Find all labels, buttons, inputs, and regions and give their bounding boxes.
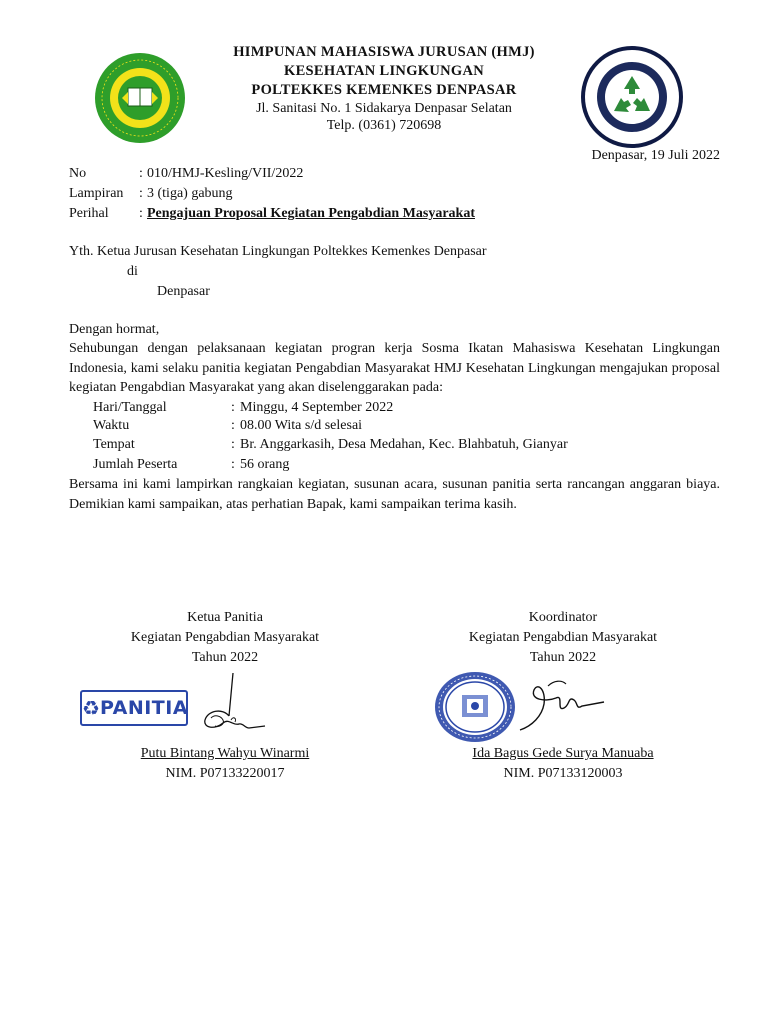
addressee-line1: Yth. Ketua Jurusan Kesehatan Lingkungan Poltekkes Kemenkes Denpasar [69,244,487,259]
meta-colon: : [139,206,143,221]
signer-year: Tahun 2022 [529,650,597,665]
round-seal-stamp-icon [434,671,516,743]
ministry-health-emblem-icon [94,52,186,144]
detail-colon: : [231,437,235,452]
paragraph-1: Sehubungan dengan pelaksanaan kegiatan progran kerja Sosma Ikatan Mahasiswa Kesehatan Lingkungan Indonesia, kami selaku panitia kegiatan Pengabdian Masyarakat HMJ Kesehatan Lingkungan mengajukan proposal kegiatan Pengabdian Masyarakat yang akan diselenggarakan pada: [69,341,720,395]
detail-colon: : [231,457,235,472]
meta-perihal-label: Perihal [69,206,109,221]
meta-colon: : [139,186,143,201]
addressee-line2: di [127,264,138,279]
meta-no-value: 010/HMJ-Kesling/VII/2022 [147,166,304,181]
addressee-line3: Denpasar [157,284,210,299]
letterhead [200,43,568,134]
letter-date: Denpasar, 19 Juli 2022 [591,148,720,163]
signer-nim: NIM. P07133220017 [165,766,285,781]
detail-value: 08.00 Wita s/d selesai [240,418,363,433]
meta-perihal-value: Pengajuan Proposal Kegiatan Pengabdian Masyarakat [147,206,475,221]
detail-label: Waktu [93,418,130,433]
meta-lampiran-label: Lampiran [69,186,124,201]
detail-value: Br. Anggarkasih, Desa Medahan, Kec. Blahbatuh, Gianyar [240,437,568,452]
org-phone: Telp. (0361) 720698 [326,118,442,133]
detail-label: Jumlah Peserta [93,457,178,472]
signer-role: Ketua Panitia [187,610,263,625]
org-address: Jl. Sanitasi No. 1 Sidakarya Denpasar Selatan [256,101,512,116]
recycle-icon: ♻ [82,696,100,720]
signer-event: Kegiatan Pengabdian Masyarakat [130,630,320,645]
signer-year: Tahun 2022 [191,650,259,665]
detail-label: Tempat [93,437,135,452]
paragraph-2: Bersama ini kami lampirkan rangkaian kegiatan, susunan acara, susunan panitia serta rancangan anggaran biaya. Demikian kami sampaikan, atas perhatian Bapak, kami sampaikan terima kasih. [69,477,720,512]
org-name-line3: POLTEKKES KEMENKES DENPASAR [251,82,517,98]
signer-event: Kegiatan Pengabdian Masyarakat [468,630,658,645]
signer-right-details [398,744,728,784]
signature-right [512,672,612,736]
signature-block-left [60,608,390,668]
detail-value: 56 orang [240,457,290,472]
signer-left-details [60,744,390,784]
meta-no-label: No [69,166,87,181]
org-name-line2: KESEHATAN LINGKUNGAN [283,63,485,79]
detail-value: Minggu, 4 September 2022 [240,400,394,415]
signature-block-right [398,608,728,668]
org-name-line1: HIMPUNAN MAHASISWA JURUSAN (HMJ) [233,44,535,60]
signer-name: Ida Bagus Gede Surya Manuaba [472,746,654,761]
detail-label: Hari/Tanggal [93,400,167,415]
panitia-stamp-text: PANITIA [99,697,189,719]
signature-left [193,668,273,748]
signer-role: Koordinator [528,610,598,625]
meta-colon: : [139,166,143,181]
hmj-recycle-emblem-icon [580,45,684,149]
panitia-stamp [80,690,188,726]
signer-name: Putu Bintang Wahyu Winarmi [140,746,310,761]
detail-colon: : [231,418,235,433]
greeting: Dengan hormat, [69,322,160,337]
signer-nim: NIM. P07133120003 [503,766,623,781]
meta-lampiran-value: 3 (tiga) gabung [147,186,233,201]
detail-colon: : [231,400,235,415]
